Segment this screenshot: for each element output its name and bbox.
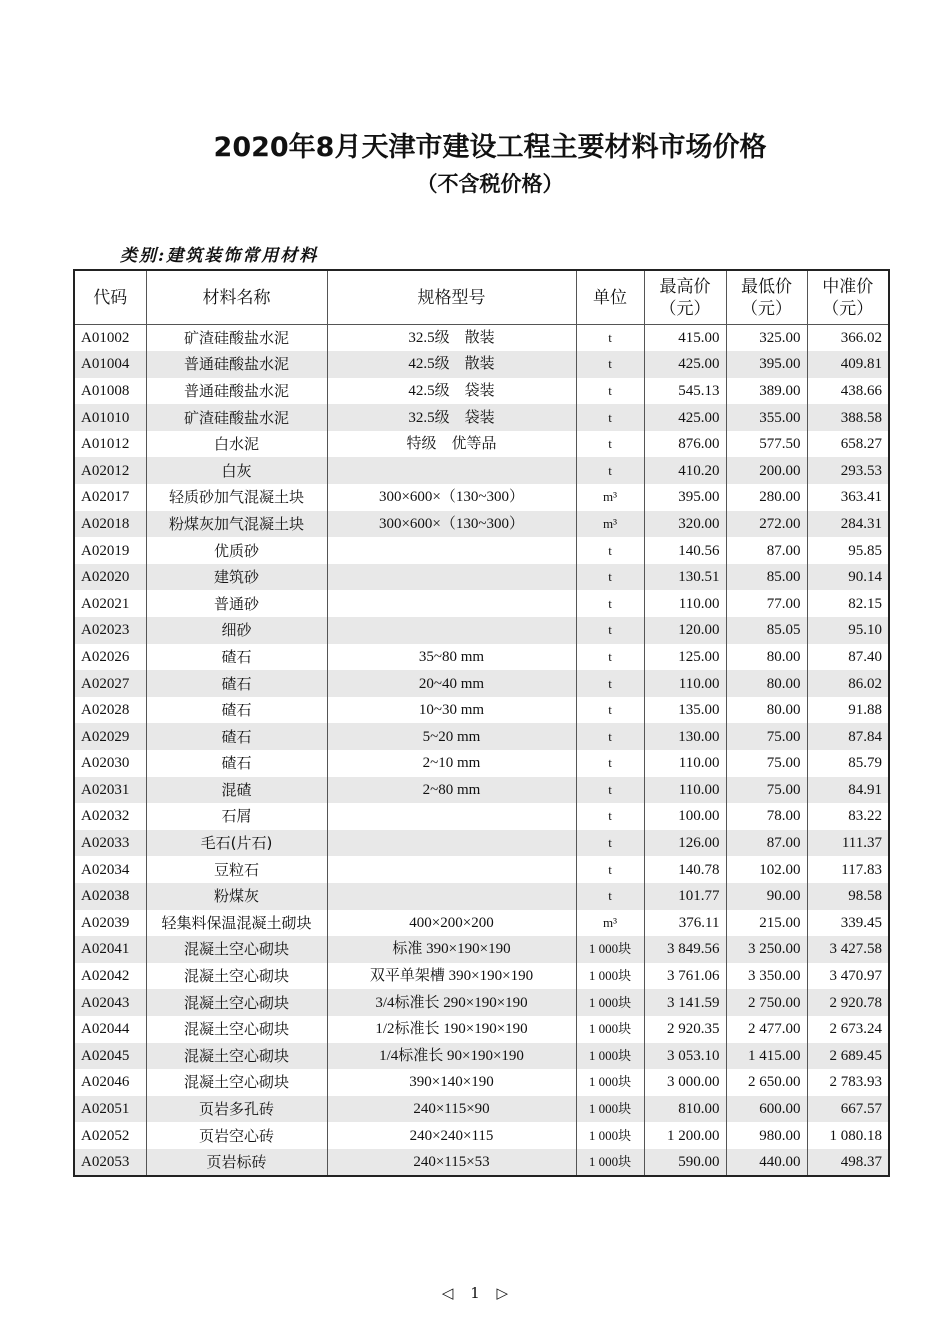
cell-spec: 300×600×（130~300）: [327, 511, 576, 538]
cell-std-price: 91.88: [807, 697, 889, 724]
cell-std-price: 2 673.24: [807, 1016, 889, 1043]
cell-spec: 300×600×（130~300）: [327, 484, 576, 511]
cell-min-price: 215.00: [726, 910, 807, 937]
cell-spec: [327, 564, 576, 591]
table-row: [74, 803, 889, 830]
cell-spec: [327, 590, 576, 617]
col-header-name: 材料名称: [146, 270, 327, 325]
table-row: [74, 431, 889, 458]
cell-unit: 1 000块: [576, 989, 644, 1016]
table-row: [74, 325, 889, 352]
cell-std-price: 2 783.93: [807, 1069, 889, 1096]
cell-max-price: 415.00: [644, 325, 726, 352]
cell-name: 白水泥: [146, 431, 327, 458]
cell-name: 混凝土空心砌块: [146, 1069, 327, 1096]
table-row: [74, 1096, 889, 1123]
cell-name: 白灰: [146, 457, 327, 484]
cell-name: 毛石(片石): [146, 830, 327, 857]
cell-code: A02030: [74, 750, 146, 777]
cell-code: A02051: [74, 1096, 146, 1123]
table-row: [74, 723, 889, 750]
cell-spec: 2~80 mm: [327, 777, 576, 804]
cell-code: A02012: [74, 457, 146, 484]
cell-unit: 1 000块: [576, 1096, 644, 1123]
cell-max-price: 3 000.00: [644, 1069, 726, 1096]
cell-unit: 1 000块: [576, 936, 644, 963]
cell-name: 页岩多孔砖: [146, 1096, 327, 1123]
table-row: [74, 830, 889, 857]
cell-max-price: 425.00: [644, 351, 726, 378]
cell-name: 碴石: [146, 750, 327, 777]
cell-max-price: 1 200.00: [644, 1122, 726, 1149]
table-row: [74, 644, 889, 671]
table-row: [74, 1016, 889, 1043]
cell-name: 建筑砂: [146, 564, 327, 591]
cell-spec: 1/2标准长 190×190×190: [327, 1016, 576, 1043]
cell-spec: 10~30 mm: [327, 697, 576, 724]
cell-unit: t: [576, 431, 644, 458]
cell-spec: 32.5级 袋装: [327, 404, 576, 431]
cell-std-price: 2 689.45: [807, 1043, 889, 1070]
cell-code: A02019: [74, 537, 146, 564]
col-header-min-price: [726, 270, 807, 325]
cell-std-price: 667.57: [807, 1096, 889, 1123]
cell-max-price: 110.00: [644, 750, 726, 777]
cell-max-price: 110.00: [644, 670, 726, 697]
page-title: 2020年8月天津市建设工程主要材料市场价格: [213, 132, 767, 163]
cell-unit: t: [576, 670, 644, 697]
cell-std-price: 409.81: [807, 351, 889, 378]
cell-min-price: 3 350.00: [726, 963, 807, 990]
cell-code: A01010: [74, 404, 146, 431]
cell-code: A02052: [74, 1122, 146, 1149]
table-row: [74, 564, 889, 591]
cell-spec: 42.5级 散装: [327, 351, 576, 378]
cell-spec: 2~10 mm: [327, 750, 576, 777]
cell-spec: [327, 883, 576, 910]
cell-unit: m³: [576, 910, 644, 937]
cell-spec: 1/4标准长 90×190×190: [327, 1043, 576, 1070]
cell-min-price: 75.00: [726, 777, 807, 804]
table-row: [74, 910, 889, 937]
cell-std-price: 284.31: [807, 511, 889, 538]
cell-spec: 390×140×190: [327, 1069, 576, 1096]
cell-spec: 特级 优等品: [327, 431, 576, 458]
table-row: [74, 484, 889, 511]
cell-code: A01004: [74, 351, 146, 378]
cell-max-price: 3 141.59: [644, 989, 726, 1016]
cell-max-price: 140.78: [644, 856, 726, 883]
cell-code: A02033: [74, 830, 146, 857]
cell-std-price: 87.84: [807, 723, 889, 750]
cell-code: A02043: [74, 989, 146, 1016]
page-number: 1: [470, 1284, 480, 1302]
cell-min-price: 75.00: [726, 723, 807, 750]
cell-code: A02017: [74, 484, 146, 511]
cell-unit: m³: [576, 511, 644, 538]
table-row: [74, 457, 889, 484]
col-header-max-line2: （元）: [659, 298, 711, 319]
cell-name: 混凝土空心砌块: [146, 1016, 327, 1043]
page-subtitle: （不含税价格）: [416, 172, 564, 196]
cell-std-price: 83.22: [807, 803, 889, 830]
cell-std-price: 90.14: [807, 564, 889, 591]
table-row: [74, 351, 889, 378]
table-row: [74, 856, 889, 883]
cell-name: 粉煤灰加气混凝土块: [146, 511, 327, 538]
cell-min-price: 980.00: [726, 1122, 807, 1149]
cell-name: 轻质砂加气混凝土块: [146, 484, 327, 511]
prev-page-marker-icon: ◁: [441, 1284, 454, 1302]
cell-min-price: 2 750.00: [726, 989, 807, 1016]
cell-min-price: 78.00: [726, 803, 807, 830]
table-row: [74, 697, 889, 724]
table-row: [74, 936, 889, 963]
cell-name: 混凝土空心砌块: [146, 989, 327, 1016]
table-row: [74, 511, 889, 538]
cell-name: 普通砂: [146, 590, 327, 617]
cell-code: A02021: [74, 590, 146, 617]
cell-unit: t: [576, 564, 644, 591]
cell-spec: 双平单架槽 390×190×190: [327, 963, 576, 990]
cell-name: 石屑: [146, 803, 327, 830]
next-page-marker-icon: ▷: [496, 1284, 509, 1302]
cell-unit: t: [576, 325, 644, 352]
cell-unit: t: [576, 777, 644, 804]
cell-std-price: 3 470.97: [807, 963, 889, 990]
cell-max-price: 101.77: [644, 883, 726, 910]
cell-name: 普通硅酸盐水泥: [146, 378, 327, 405]
cell-name: 矿渣硅酸盐水泥: [146, 404, 327, 431]
cell-max-price: 410.20: [644, 457, 726, 484]
cell-max-price: 120.00: [644, 617, 726, 644]
category-label: 类别:建筑装饰常用材料: [120, 246, 319, 266]
cell-unit: t: [576, 697, 644, 724]
cell-min-price: 80.00: [726, 697, 807, 724]
cell-spec: 32.5级 散装: [327, 325, 576, 352]
cell-min-price: 2 650.00: [726, 1069, 807, 1096]
cell-max-price: 545.13: [644, 378, 726, 405]
cell-max-price: 130.00: [644, 723, 726, 750]
cell-min-price: 395.00: [726, 351, 807, 378]
cell-std-price: 658.27: [807, 431, 889, 458]
table-row: [74, 378, 889, 405]
cell-name: 混凝土空心砌块: [146, 1043, 327, 1070]
cell-unit: 1 000块: [576, 1069, 644, 1096]
cell-code: A02029: [74, 723, 146, 750]
cell-code: A02038: [74, 883, 146, 910]
cell-unit: t: [576, 457, 644, 484]
table-row: [74, 1043, 889, 1070]
cell-std-price: 498.37: [807, 1149, 889, 1176]
cell-unit: t: [576, 723, 644, 750]
cell-min-price: 80.00: [726, 670, 807, 697]
cell-max-price: 130.51: [644, 564, 726, 591]
cell-spec: [327, 803, 576, 830]
table-row: [74, 1122, 889, 1149]
cell-code: A02018: [74, 511, 146, 538]
cell-std-price: 111.37: [807, 830, 889, 857]
cell-spec: 240×240×115: [327, 1122, 576, 1149]
cell-name: 碴石: [146, 670, 327, 697]
cell-spec: 标准 390×190×190: [327, 936, 576, 963]
cell-code: A01008: [74, 378, 146, 405]
cell-unit: t: [576, 351, 644, 378]
cell-name: 碴石: [146, 723, 327, 750]
table-row: [74, 777, 889, 804]
cell-min-price: 200.00: [726, 457, 807, 484]
cell-unit: t: [576, 617, 644, 644]
col-header-std-price: [807, 270, 889, 325]
cell-spec: 20~40 mm: [327, 670, 576, 697]
table-body: [74, 325, 889, 1176]
cell-min-price: 272.00: [726, 511, 807, 538]
cell-unit: t: [576, 378, 644, 405]
cell-std-price: 2 920.78: [807, 989, 889, 1016]
cell-min-price: 75.00: [726, 750, 807, 777]
cell-max-price: 810.00: [644, 1096, 726, 1123]
cell-code: A02053: [74, 1149, 146, 1176]
cell-max-price: 376.11: [644, 910, 726, 937]
cell-code: A02044: [74, 1016, 146, 1043]
table-row: [74, 1069, 889, 1096]
cell-min-price: 389.00: [726, 378, 807, 405]
cell-std-price: 363.41: [807, 484, 889, 511]
cell-min-price: 85.05: [726, 617, 807, 644]
cell-max-price: 126.00: [644, 830, 726, 857]
cell-unit: t: [576, 750, 644, 777]
table-row: [74, 404, 889, 431]
cell-spec: [327, 830, 576, 857]
cell-spec: 400×200×200: [327, 910, 576, 937]
cell-max-price: 2 920.35: [644, 1016, 726, 1043]
col-header-code: 代码: [74, 270, 146, 325]
table-row: [74, 750, 889, 777]
cell-name: 碴石: [146, 697, 327, 724]
cell-name: 页岩空心砖: [146, 1122, 327, 1149]
cell-max-price: 3 761.06: [644, 963, 726, 990]
cell-max-price: 425.00: [644, 404, 726, 431]
cell-spec: 240×115×53: [327, 1149, 576, 1176]
cell-std-price: 1 080.18: [807, 1122, 889, 1149]
cell-max-price: 876.00: [644, 431, 726, 458]
cell-std-price: 82.15: [807, 590, 889, 617]
cell-code: A02046: [74, 1069, 146, 1096]
table-row: [74, 590, 889, 617]
cell-unit: t: [576, 803, 644, 830]
cell-spec: [327, 617, 576, 644]
table-header: [74, 270, 889, 325]
cell-code: A02039: [74, 910, 146, 937]
cell-unit: t: [576, 590, 644, 617]
cell-code: A02032: [74, 803, 146, 830]
table-row: [74, 537, 889, 564]
table-row: [74, 670, 889, 697]
cell-name: 粉煤灰: [146, 883, 327, 910]
cell-std-price: 87.40: [807, 644, 889, 671]
cell-std-price: 388.58: [807, 404, 889, 431]
cell-min-price: 102.00: [726, 856, 807, 883]
cell-spec: 5~20 mm: [327, 723, 576, 750]
cell-max-price: 3 849.56: [644, 936, 726, 963]
cell-min-price: 90.00: [726, 883, 807, 910]
cell-min-price: 87.00: [726, 537, 807, 564]
cell-code: A02041: [74, 936, 146, 963]
cell-unit: t: [576, 883, 644, 910]
cell-unit: 1 000块: [576, 1122, 644, 1149]
cell-min-price: 280.00: [726, 484, 807, 511]
cell-unit: 1 000块: [576, 1016, 644, 1043]
cell-name: 普通硅酸盐水泥: [146, 351, 327, 378]
cell-code: A02042: [74, 963, 146, 990]
cell-min-price: 1 415.00: [726, 1043, 807, 1070]
cell-min-price: 577.50: [726, 431, 807, 458]
cell-name: 混碴: [146, 777, 327, 804]
cell-max-price: 320.00: [644, 511, 726, 538]
table-row: [74, 989, 889, 1016]
cell-name: 细砂: [146, 617, 327, 644]
cell-std-price: 339.45: [807, 910, 889, 937]
price-table: [73, 269, 890, 1177]
cell-max-price: 395.00: [644, 484, 726, 511]
cell-unit: t: [576, 830, 644, 857]
cell-code: A02045: [74, 1043, 146, 1070]
cell-spec: 42.5级 袋装: [327, 378, 576, 405]
cell-max-price: 100.00: [644, 803, 726, 830]
cell-spec: 35~80 mm: [327, 644, 576, 671]
cell-max-price: 110.00: [644, 777, 726, 804]
cell-unit: t: [576, 404, 644, 431]
cell-name: 优质砂: [146, 537, 327, 564]
cell-name: 矿渣硅酸盐水泥: [146, 325, 327, 352]
cell-std-price: 3 427.58: [807, 936, 889, 963]
cell-spec: [327, 457, 576, 484]
cell-min-price: 2 477.00: [726, 1016, 807, 1043]
cell-min-price: 80.00: [726, 644, 807, 671]
cell-std-price: 84.91: [807, 777, 889, 804]
cell-max-price: 590.00: [644, 1149, 726, 1176]
cell-code: A02034: [74, 856, 146, 883]
table-row: [74, 1149, 889, 1176]
cell-min-price: 600.00: [726, 1096, 807, 1123]
page-footer: [0, 1284, 950, 1302]
cell-code: A01012: [74, 431, 146, 458]
cell-name: 轻集料保温混凝土砌块: [146, 910, 327, 937]
cell-min-price: 440.00: [726, 1149, 807, 1176]
cell-std-price: 85.79: [807, 750, 889, 777]
cell-unit: t: [576, 644, 644, 671]
cell-spec: [327, 537, 576, 564]
col-header-min-line1: 最低价: [741, 276, 792, 297]
cell-spec: 3/4标准长 290×190×190: [327, 989, 576, 1016]
cell-max-price: 3 053.10: [644, 1043, 726, 1070]
cell-name: 混凝土空心砌块: [146, 936, 327, 963]
cell-std-price: 86.02: [807, 670, 889, 697]
cell-unit: t: [576, 856, 644, 883]
cell-code: A02031: [74, 777, 146, 804]
cell-min-price: 325.00: [726, 325, 807, 352]
cell-min-price: 355.00: [726, 404, 807, 431]
cell-unit: 1 000块: [576, 1043, 644, 1070]
cell-min-price: 77.00: [726, 590, 807, 617]
col-header-max-line1: 最高价: [659, 276, 711, 297]
cell-code: A02027: [74, 670, 146, 697]
cell-spec: 240×115×90: [327, 1096, 576, 1123]
cell-name: 豆粒石: [146, 856, 327, 883]
cell-name: 碴石: [146, 644, 327, 671]
cell-code: A02020: [74, 564, 146, 591]
col-header-std-line1: 中准价: [822, 276, 874, 297]
cell-std-price: 366.02: [807, 325, 889, 352]
cell-max-price: 110.00: [644, 590, 726, 617]
cell-std-price: 95.85: [807, 537, 889, 564]
col-header-spec: 规格型号: [327, 270, 576, 325]
cell-max-price: 140.56: [644, 537, 726, 564]
cell-name: 页岩标砖: [146, 1149, 327, 1176]
col-header-std-line2: （元）: [822, 298, 874, 319]
cell-spec: [327, 856, 576, 883]
cell-code: A02028: [74, 697, 146, 724]
cell-max-price: 125.00: [644, 644, 726, 671]
cell-code: A02023: [74, 617, 146, 644]
cell-std-price: 98.58: [807, 883, 889, 910]
cell-code: A01002: [74, 325, 146, 352]
cell-unit: 1 000块: [576, 1149, 644, 1176]
cell-unit: t: [576, 537, 644, 564]
col-header-unit: 单位: [576, 270, 644, 325]
cell-min-price: 85.00: [726, 564, 807, 591]
cell-max-price: 135.00: [644, 697, 726, 724]
cell-std-price: 117.83: [807, 856, 889, 883]
cell-std-price: 293.53: [807, 457, 889, 484]
table-row: [74, 883, 889, 910]
table-row: [74, 963, 889, 990]
cell-name: 混凝土空心砌块: [146, 963, 327, 990]
cell-std-price: 95.10: [807, 617, 889, 644]
cell-min-price: 3 250.00: [726, 936, 807, 963]
cell-std-price: 438.66: [807, 378, 889, 405]
col-header-max-price: [644, 270, 726, 325]
cell-code: A02026: [74, 644, 146, 671]
cell-unit: 1 000块: [576, 963, 644, 990]
cell-unit: m³: [576, 484, 644, 511]
col-header-min-line2: （元）: [741, 298, 792, 319]
cell-min-price: 87.00: [726, 830, 807, 857]
table-row: [74, 617, 889, 644]
